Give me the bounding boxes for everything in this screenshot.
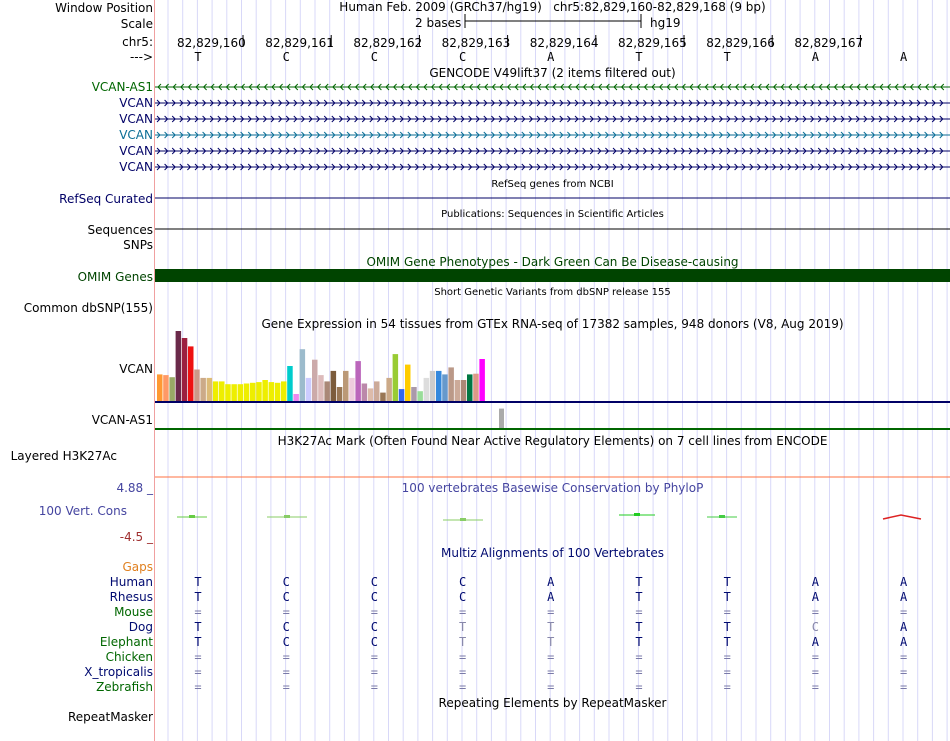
alignment-base: = bbox=[194, 680, 202, 694]
gtex-tissue-bar bbox=[337, 387, 343, 401]
alignment-base: A bbox=[899, 620, 908, 634]
alignment-base: = bbox=[811, 665, 819, 679]
ruler-coordinate: 82,829,162 bbox=[353, 36, 423, 50]
alignment-base: C bbox=[811, 620, 819, 634]
alignment-base: = bbox=[370, 665, 378, 679]
gtex-tissue-bar bbox=[300, 349, 306, 401]
alignment-base: A bbox=[547, 575, 555, 589]
alignment-base: C bbox=[370, 575, 378, 589]
alignment-base: = bbox=[370, 605, 378, 619]
gtex-tissue-bar bbox=[293, 394, 299, 401]
alignment-base: C bbox=[282, 635, 290, 649]
ruler-coordinate: 82,829,161 bbox=[265, 36, 334, 50]
alignment-base: T bbox=[547, 635, 555, 649]
alignment-base: C bbox=[282, 620, 290, 634]
position-range: chr5:82,829,160-82,829,168 (9 bp) bbox=[553, 0, 766, 14]
alignment-base: A bbox=[547, 590, 555, 604]
label-repeatmasker[interactable]: RepeatMasker bbox=[67, 710, 153, 724]
gtex-tissue-bar bbox=[312, 360, 318, 401]
dbsnp-title[interactable]: Short Genetic Variants from dbSNP release 155 bbox=[434, 287, 671, 298]
ruler-coordinate: 82,829,165 bbox=[618, 36, 687, 50]
ruler-coordinate: 82,829,160 bbox=[177, 36, 246, 50]
repeatmasker-title[interactable]: Repeating Elements by RepeatMasker bbox=[438, 696, 667, 710]
multiz-title[interactable]: Multiz Alignments of 100 Vertebrates bbox=[440, 546, 665, 560]
alignment-base: T bbox=[723, 635, 731, 649]
gtex-tissue-bar bbox=[430, 371, 436, 401]
label-gencode-vcan-5[interactable]: VCAN bbox=[119, 160, 153, 174]
alignment-base: = bbox=[899, 665, 908, 679]
label-species-rhesus[interactable]: Rhesus bbox=[109, 590, 153, 604]
alignment-base: = bbox=[899, 605, 908, 619]
base-letter: A bbox=[899, 50, 908, 64]
phylop-score-peak bbox=[189, 515, 195, 518]
alignment-base: = bbox=[635, 605, 643, 619]
label-scale: Scale bbox=[120, 17, 153, 31]
gtex-tissue-bar bbox=[250, 383, 256, 401]
phylop-score-peak bbox=[719, 515, 725, 518]
gtex-tissue-bar bbox=[442, 374, 448, 401]
label-species-zebrafish[interactable]: Zebrafish bbox=[96, 680, 153, 694]
gtex-tissue-bar bbox=[213, 381, 219, 401]
gtex-tissue-bar bbox=[200, 378, 206, 401]
label-gaps[interactable]: Gaps bbox=[122, 560, 153, 574]
alignment-base: C bbox=[370, 590, 378, 604]
scale-db: hg19 bbox=[650, 16, 681, 30]
h3k27ac-title[interactable]: H3K27Ac Mark (Often Found Near Active Regulatory Elements) on 7 cell lines from ENCODE bbox=[277, 434, 828, 448]
gtex-tissue-bar bbox=[207, 378, 213, 401]
base-letter: C bbox=[282, 50, 290, 64]
gtex-tissue-bar bbox=[349, 378, 355, 401]
alignment-base: = bbox=[370, 680, 378, 694]
gtex-tissue-bar bbox=[169, 377, 175, 401]
alignment-base: C bbox=[370, 635, 378, 649]
alignment-base: = bbox=[811, 605, 819, 619]
label-gtex-vcan-as1[interactable]: VCAN-AS1 bbox=[91, 413, 153, 427]
assembly-name: Human Feb. 2009 (GRCh37/hg19) bbox=[339, 0, 542, 14]
gtex-tissue-bar bbox=[417, 391, 423, 401]
label-gencode-vcan-1[interactable]: VCAN bbox=[119, 96, 153, 110]
base-letter: T bbox=[635, 50, 643, 64]
alignment-base: = bbox=[282, 665, 290, 679]
label-species-chicken[interactable]: Chicken bbox=[105, 650, 153, 664]
gtex-tissue-bar bbox=[275, 383, 281, 401]
gtex-tissue-bar bbox=[380, 393, 386, 401]
alignment-base: = bbox=[547, 605, 555, 619]
phylop-score-peak bbox=[460, 518, 466, 521]
window-position-header bbox=[155, 0, 950, 14]
alignment-base: = bbox=[723, 665, 731, 679]
ruler-coordinate: 82,829,167 bbox=[794, 36, 864, 50]
phylop-score-peak bbox=[634, 513, 640, 516]
gtex-tissue-bar bbox=[188, 346, 194, 401]
gtex-tissue-bar bbox=[163, 375, 169, 401]
alignment-base: T bbox=[635, 635, 643, 649]
gtex-tissue-bar bbox=[411, 387, 417, 401]
gtex-tissue-bar bbox=[355, 361, 361, 401]
gtex-tissue-bar bbox=[324, 381, 330, 401]
alignment-base: = bbox=[194, 605, 202, 619]
gtex-tissue-bar bbox=[374, 381, 380, 401]
ruler-coordinate: 82,829,164 bbox=[529, 36, 599, 50]
gtex-tissue-bar bbox=[331, 371, 337, 401]
label-window-position: Window Position bbox=[55, 1, 153, 15]
gtex-tissue-bar bbox=[368, 388, 374, 401]
alignment-base: T bbox=[458, 620, 467, 634]
alignment-base: = bbox=[635, 665, 643, 679]
gtex-tissue-bar bbox=[281, 381, 287, 401]
gencode-title[interactable]: GENCODE V49lift37 (2 items filtered out) bbox=[429, 66, 676, 80]
gtex-tissue-bar bbox=[176, 331, 182, 401]
gtex-tissue-bar bbox=[473, 374, 479, 401]
alignment-base: C bbox=[282, 590, 290, 604]
gtex-tissue-bar bbox=[182, 338, 188, 401]
phylop-title[interactable]: 100 vertebrates Basewise Conservation by PhyloP bbox=[401, 481, 704, 495]
omim-bar bbox=[155, 269, 950, 282]
label-snps[interactable]: SNPs bbox=[123, 238, 153, 252]
alignment-base: = bbox=[723, 605, 731, 619]
track-labels bbox=[0, 0, 153, 741]
gtex-tissue-bar bbox=[467, 374, 473, 401]
base-letter: C bbox=[370, 50, 378, 64]
label-species-dog[interactable]: Dog bbox=[128, 620, 153, 634]
alignment-base: T bbox=[547, 620, 555, 634]
gtex-tissue-bar bbox=[219, 381, 225, 401]
alignment-base: = bbox=[282, 680, 290, 694]
alignment-base: = bbox=[458, 650, 467, 664]
gtex-tissue-bar bbox=[225, 384, 231, 401]
phylop-score-peak bbox=[284, 515, 290, 518]
label-gencode-vcan-as1[interactable]: VCAN-AS1 bbox=[91, 80, 153, 94]
label-phylop-min: -4.5 _ bbox=[119, 530, 153, 544]
gtex-tissue-bar bbox=[157, 374, 163, 401]
label-species-elephant[interactable]: Elephant bbox=[99, 635, 153, 649]
gtex-tissue-bar bbox=[461, 380, 467, 401]
alignment-base: = bbox=[899, 650, 908, 664]
alignment-base: A bbox=[811, 590, 819, 604]
gtex-tissue-bar bbox=[455, 380, 461, 401]
alignment-base: T bbox=[194, 635, 202, 649]
alignment-base: A bbox=[899, 575, 908, 589]
gtex-tissue-bar bbox=[362, 384, 368, 402]
gtex-tissue-bar bbox=[448, 367, 454, 401]
gtex-tissue-bar bbox=[343, 371, 349, 401]
gtex-tissue-bar bbox=[194, 370, 200, 402]
alignment-base: = bbox=[723, 650, 731, 664]
alignment-base: = bbox=[635, 680, 643, 694]
gtex-tissue-bar bbox=[256, 382, 262, 401]
label-common-dbsnp[interactable]: Common dbSNP(155) bbox=[23, 301, 153, 315]
gtex-tissue-bar bbox=[238, 384, 244, 401]
label-phylop-max: 4.88 _ bbox=[116, 481, 153, 495]
alignment-base: A bbox=[899, 590, 908, 604]
alignment-base: T bbox=[723, 575, 731, 589]
alignment-base: T bbox=[635, 575, 643, 589]
omim-title[interactable]: OMIM Gene Phenotypes - Dark Green Can Be Disease-causing bbox=[366, 255, 739, 269]
alignment-base: = bbox=[194, 665, 202, 679]
alignment-base: = bbox=[811, 680, 819, 694]
gtex-tissue-bar bbox=[269, 382, 275, 401]
alignment-base: T bbox=[194, 575, 202, 589]
label-omim-genes[interactable]: OMIM Genes bbox=[77, 270, 153, 284]
gtex-vcan-as1-bar bbox=[499, 409, 504, 429]
base-letter: A bbox=[811, 50, 819, 64]
alignment-base: = bbox=[547, 665, 555, 679]
alignment-base: T bbox=[723, 590, 731, 604]
alignment-base: T bbox=[635, 620, 643, 634]
alignment-base: T bbox=[723, 620, 731, 634]
alignment-base: = bbox=[811, 650, 819, 664]
label-layered-h3k27ac[interactable]: Layered H3K27Ac bbox=[10, 449, 117, 463]
alignment-base: = bbox=[194, 650, 202, 664]
scale-text: 2 bases bbox=[415, 16, 462, 30]
publications-title[interactable]: Publications: Sequences in Scientific Articles bbox=[441, 209, 664, 220]
label-species-mouse[interactable]: Mouse bbox=[114, 605, 153, 619]
gtex-tissue-bar bbox=[436, 371, 442, 401]
base-letter: A bbox=[547, 50, 555, 64]
alignment-base: = bbox=[635, 650, 643, 664]
alignment-base: T bbox=[635, 590, 643, 604]
label-gencode-vcan-2[interactable]: VCAN bbox=[119, 112, 153, 126]
alignment-base: = bbox=[458, 605, 467, 619]
label-phylop-track[interactable]: 100 Vert. Cons bbox=[38, 504, 127, 518]
label-gencode-vcan-3[interactable]: VCAN bbox=[119, 128, 153, 142]
alignment-base: = bbox=[282, 605, 290, 619]
base-letter: C bbox=[458, 50, 467, 64]
alignment-base: A bbox=[811, 575, 819, 589]
alignment-base: C bbox=[370, 620, 378, 634]
label-gencode-vcan-4[interactable]: VCAN bbox=[119, 144, 153, 158]
alignment-base: C bbox=[458, 590, 467, 604]
alignment-base: T bbox=[194, 620, 202, 634]
gtex-tissue-bar bbox=[262, 380, 268, 401]
alignment-base: C bbox=[282, 575, 290, 589]
alignment-base: = bbox=[547, 650, 555, 664]
base-letter: T bbox=[723, 50, 731, 64]
gtex-title[interactable]: Gene Expression in 54 tissues from GTEx RNA-seq of 17382 samples, 948 donors (V8, Aug 2019) bbox=[261, 317, 844, 331]
base-letter: T bbox=[194, 50, 202, 64]
gtex-tissue-bar bbox=[231, 384, 237, 401]
label-species-human[interactable]: Human bbox=[109, 575, 153, 589]
alignment-base: = bbox=[458, 665, 467, 679]
gtex-tissue-bar bbox=[424, 378, 430, 401]
alignment-base: T bbox=[458, 635, 467, 649]
label-strand: ---> bbox=[129, 50, 153, 64]
label-sequences[interactable]: Sequences bbox=[87, 223, 153, 237]
ruler-coordinate: 82,829,166 bbox=[706, 36, 775, 50]
gtex-tissue-bar bbox=[318, 375, 324, 401]
alignment-base: = bbox=[899, 680, 908, 694]
alignment-base: C bbox=[458, 575, 467, 589]
gtex-tissue-bar bbox=[479, 359, 485, 401]
label-gtex-vcan[interactable]: VCAN bbox=[119, 362, 153, 376]
gtex-tissue-bar bbox=[287, 366, 293, 401]
gtex-tissue-bar bbox=[405, 365, 411, 401]
gtex-tissue-bar bbox=[306, 378, 312, 401]
alignment-base: A bbox=[811, 635, 819, 649]
alignment-base: = bbox=[370, 650, 378, 664]
alignment-base: = bbox=[723, 680, 731, 694]
refseq-title[interactable]: RefSeq genes from NCBI bbox=[491, 179, 614, 190]
ruler-coordinate: 82,829,163 bbox=[441, 36, 511, 50]
track-image[interactable] bbox=[155, 0, 950, 741]
alignment-base: T bbox=[194, 590, 202, 604]
alignment-base: A bbox=[899, 635, 908, 649]
alignment-base: = bbox=[282, 650, 290, 664]
label-refseq-curated[interactable]: RefSeq Curated bbox=[59, 192, 153, 206]
gtex-tissue-bar bbox=[386, 378, 392, 401]
alignment-base: = bbox=[458, 680, 467, 694]
label-chrom: chr5: bbox=[122, 35, 153, 49]
gtex-tissue-bar bbox=[393, 354, 399, 401]
alignment-base: = bbox=[547, 680, 555, 694]
gtex-tissue-bar bbox=[244, 384, 250, 402]
gtex-tissue-bar bbox=[399, 389, 405, 401]
label-species-x-tropicalis[interactable]: X_tropicalis bbox=[84, 665, 153, 679]
